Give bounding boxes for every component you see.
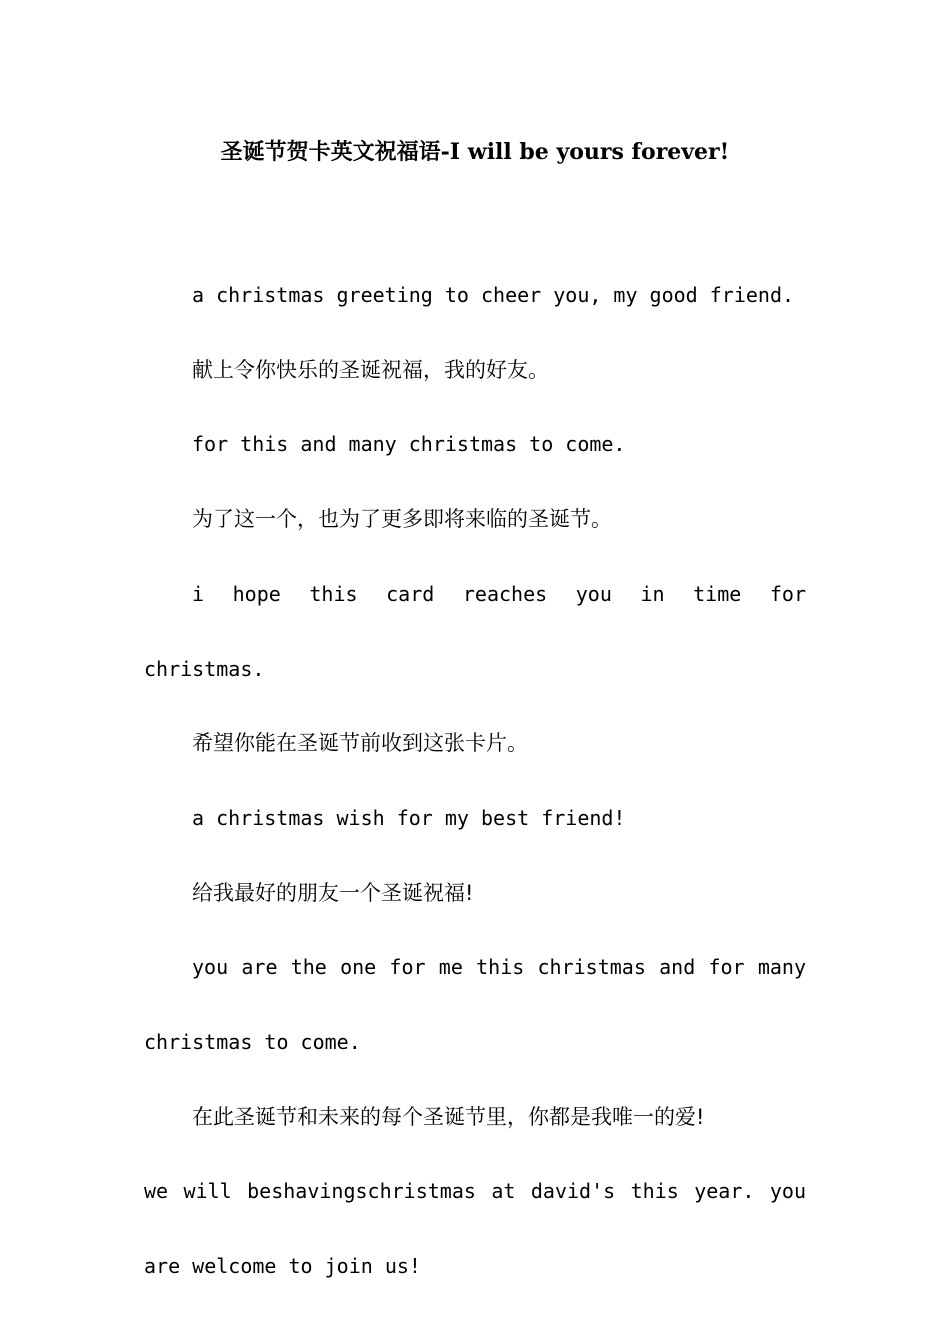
paragraph-2: 献上令你快乐的圣诞祝福，我的好友。	[192, 357, 549, 382]
paragraph-9: you are the one for me this christmas and for many christmas to come.	[144, 955, 806, 1055]
paragraph-10: 在此圣诞节和未来的每个圣诞节里，你都是我唯一的爱!	[192, 1104, 705, 1129]
document-title: 圣诞节贺卡英文祝福语-I will be yours forever!	[220, 139, 730, 165]
paragraph-1: a christmas greeting to cheer you, my good friend.	[192, 283, 795, 307]
paragraph-3: for this and many christmas to come.	[192, 432, 626, 457]
paragraph-7: a christmas wish for my best friend!	[192, 805, 626, 830]
paragraph-4: 为了这一个，也为了更多即将来临的圣诞节。	[192, 507, 612, 532]
paragraph-8: 给我最好的朋友一个圣诞祝福!	[192, 880, 474, 905]
paragraph-11: we will beshavingschristmas at david's this year. you are welcome to join us!	[144, 1179, 806, 1279]
paragraph-6: 希望你能在圣诞节前收到这张卡片。	[192, 731, 528, 756]
paragraph-5: i hope this card reaches you in time for christmas.	[144, 581, 806, 681]
document-body	[144, 258, 806, 1304]
